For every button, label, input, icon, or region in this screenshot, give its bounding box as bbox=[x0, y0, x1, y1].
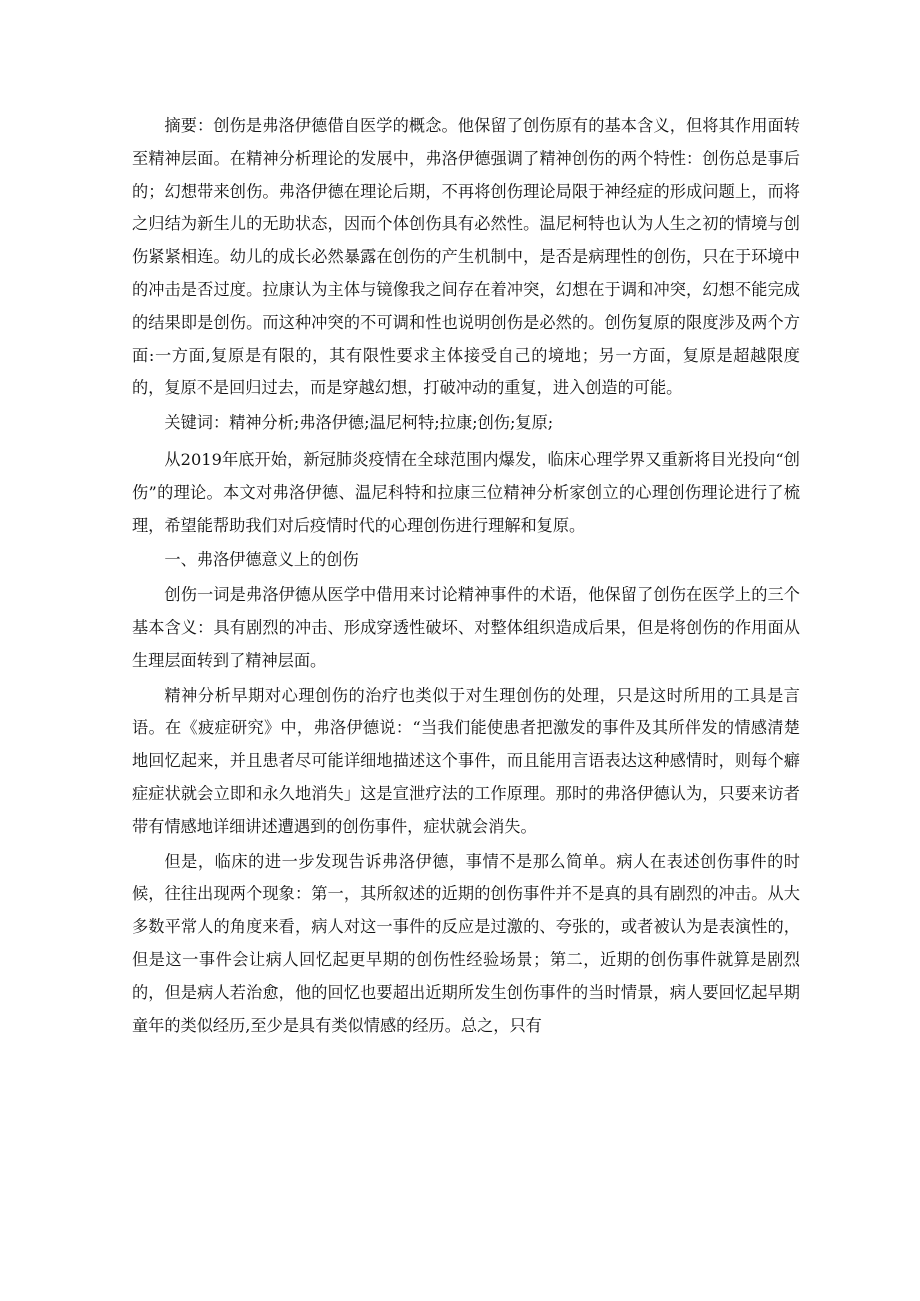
intro-paragraph: 从2019年底开始，新冠肺炎疫情在全球范围内爆发，临床心理学界又重新将目光投向“创伤”的理论。本文对弗洛伊德、温尼科特和拉康三位精神分析家创立的心理创伤理论进行了梳理，希望能帮助我们对后疫情时代的心理创伤进行理解和复原。 bbox=[132, 449, 800, 535]
keywords-line: 关键词：精神分析;弗洛伊德;温尼柯特;拉康;创伤;复原; bbox=[164, 413, 554, 433]
body-paragraph-2: 精神分析早期对心理创伤的治疗也类似于对生理创伤的处理，只是这时所用的工具是言语。在《疲症研究》中，弗洛伊德说：“当我们能使患者把激发的事件及其所伴发的情感清楚地回忆起来，并且患者尽可能详细地描述这个事件，而且能用言语表达这种感情时，则每个癖症症状就会立即和永久地消失」这是宣泄疗法的工作原理。那时的弗洛伊德认为，只要来访者带有情感地详细讲述遭遇到的创伤事件，症状就会消失。 bbox=[132, 685, 800, 836]
body-paragraph-1: 创伤一词是弗洛伊德从医学中借用来讨论精神事件的术语，他保留了创伤在医学上的三个基本含义：具有剧烈的冲击、形成穿透性破坏、对整体组织造成后果，但是将创伤的作用面从生理层面转到了精神层面。 bbox=[132, 585, 800, 670]
abstract-paragraph: 摘要：创伤是弗洛伊德借自医学的概念。他保留了创伤原有的基本含义，但将其作用面转至精神层面。在精神分析理论的发展中，弗洛伊德强调了精神创伤的两个特性：创伤总是事后的；幻想带来创伤。弗洛伊德在理论后期，不再将创伤理论局限于神经症的形成问题上，而将之归结为新生儿的无助状态，因而个体创伤具有必然性。温尼柯特也认为人生之初的情境与创伤紧紧相连。幼儿的成长必然暴露在创伤的产生机制中，是否是病理性的创伤，只在于环境中的冲击是否过度。拉康认为主体与镜像我之间存在着冲突，幻想在于调和冲突，幻想不能完成的结果即是创伤。而这种冲突的不可调和性也说明创伤是必然的。创伤复原的限度涉及两个方面:一方面,复原是有限的，其有限性要求主体接受自己的境地；另一方面，复原是超越限度的，复原不是回归过去，而是穿越幻想，打破冲动的重复，进入创造的可能。 bbox=[132, 116, 800, 398]
section-heading: 一、弗洛伊德意义上的创伤 bbox=[164, 550, 359, 570]
body-paragraph-3: 但是，临床的进一步发现告诉弗洛伊德，事情不是那么简单。病人在表述创伤事件的时候，往往出现两个现象：第一，其所叙述的近期的创伤事件并不是真的具有剧烈的冲击。从大多数平常人的角度来看，病人对这一事件的反应是过激的、夸张的，或者被认为是表演性的，但是这一事件会让病人回忆起更早期的创伤性经验场景；第二，近期的创伤事件就算是剧烈的，但是病人若治愈，他的回忆也要超出近期所发生创伤事件的当时情景，病人要回忆起早期童年的类似经历,至少是具有类似情感的经历。总之，只有 bbox=[132, 851, 800, 1035]
document-page bbox=[132, 110, 800, 1042]
